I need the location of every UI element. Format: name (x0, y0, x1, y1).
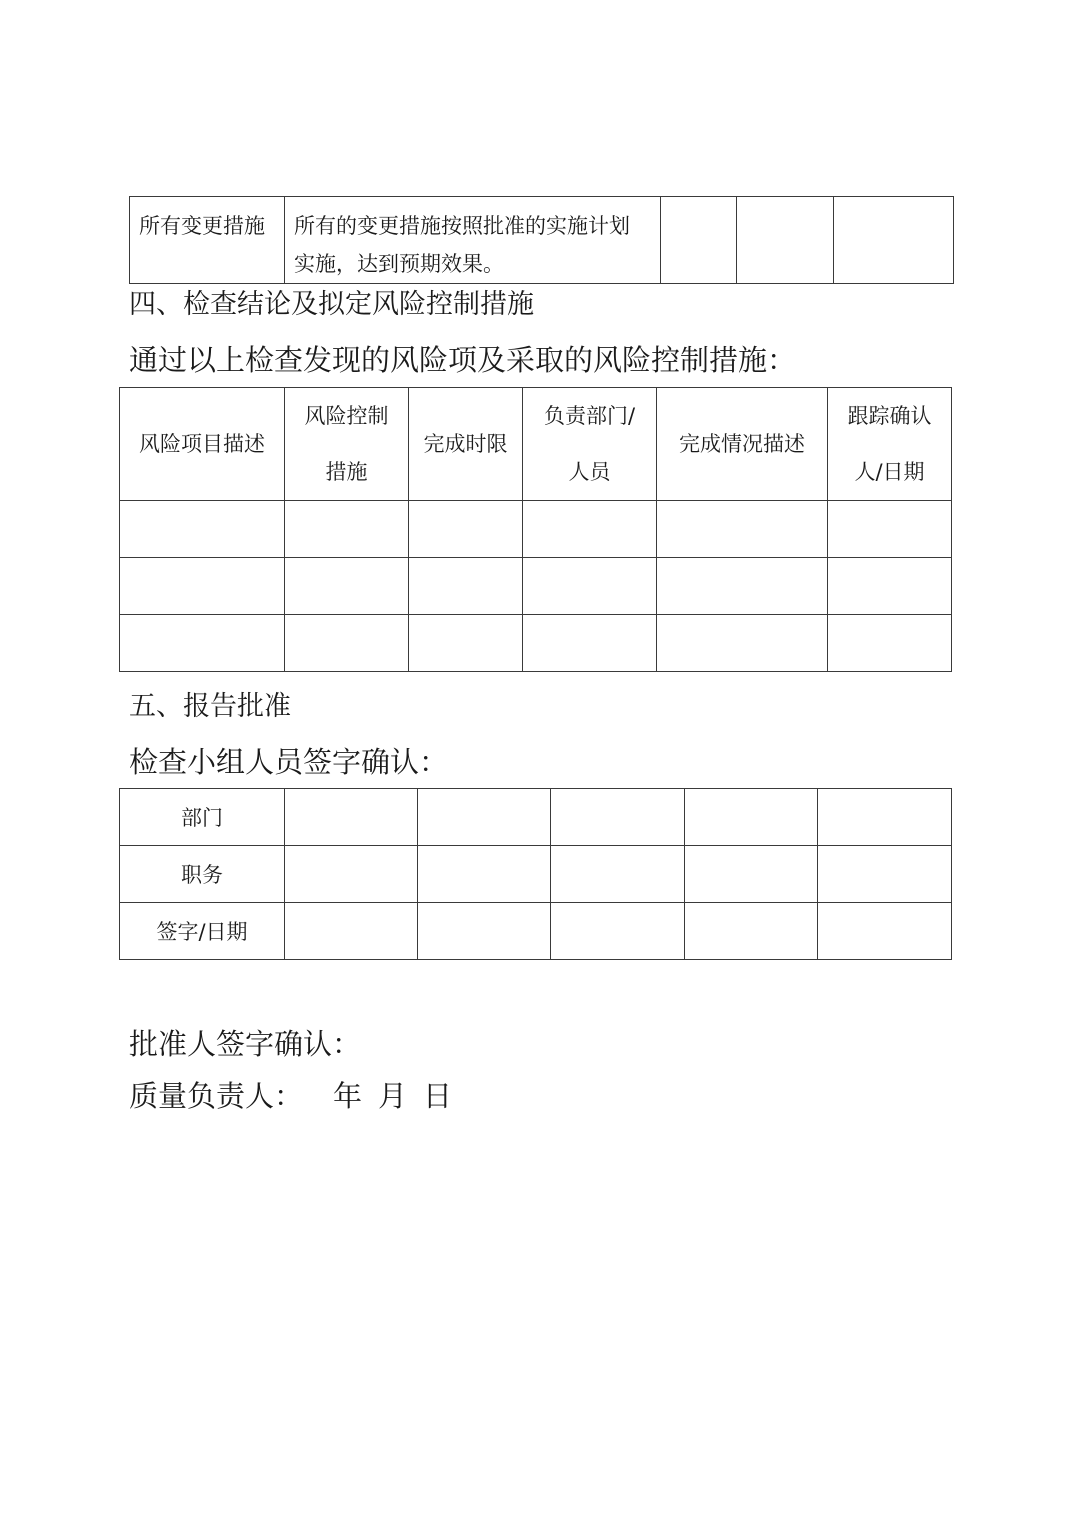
day-label: 日 (423, 1079, 453, 1113)
empty-cell (409, 558, 523, 615)
table-row (120, 846, 952, 903)
signature-cell (685, 789, 818, 846)
empty-cell (657, 501, 828, 558)
change-measures-table (129, 196, 954, 284)
empty-cell (285, 501, 409, 558)
signature-cell (818, 846, 952, 903)
empty-cell (120, 615, 285, 672)
empty-cell (285, 558, 409, 615)
approver-signature-label: 批准人签字确认： (129, 1027, 362, 1061)
empty-cell (285, 615, 409, 672)
change-description-cell (285, 197, 661, 284)
header-responsible: 负责部门/ 人员 (523, 388, 657, 501)
header-tracking-confirm: 跟踪确认 人/日期 (828, 388, 952, 501)
quality-head-line (129, 1074, 452, 1115)
row-label-signature-date: 签字/日期 (120, 903, 285, 960)
empty-cell (409, 615, 523, 672)
section4-heading: 四、检查结论及拟定风险控制措施 (129, 289, 534, 320)
empty-cell (120, 501, 285, 558)
header-risk-description: 风险项目描述 (120, 388, 285, 501)
signature-cell (418, 846, 551, 903)
empty-cell (828, 558, 952, 615)
empty-cell (409, 501, 523, 558)
row-label-department: 部门 (120, 789, 285, 846)
header-control-measures: 风险控制 措施 (285, 388, 409, 501)
month-label: 月 (378, 1079, 408, 1113)
signature-cell (418, 903, 551, 960)
signature-cell (285, 789, 418, 846)
empty-cell (523, 558, 657, 615)
section5-intro: 检查小组人员签字确认： (129, 745, 449, 779)
table-row (130, 197, 954, 284)
signature-cell (818, 903, 952, 960)
empty-cell (657, 615, 828, 672)
change-description-line1: 所有的变更措施按照批准的实施计划 (294, 214, 630, 238)
signature-cell (418, 789, 551, 846)
year-label: 年 (333, 1079, 363, 1113)
section4-intro: 通过以上检查发现的风险项及采取的风险控制措施： (129, 343, 797, 377)
signature-table (119, 788, 952, 960)
signature-cell (685, 846, 818, 903)
empty-cell (523, 615, 657, 672)
table-row (120, 615, 952, 672)
empty-cell (661, 197, 737, 284)
table-row (120, 501, 952, 558)
risk-control-table (119, 387, 952, 672)
header-deadline: 完成时限 (409, 388, 523, 501)
empty-cell (828, 615, 952, 672)
signature-cell (285, 903, 418, 960)
table-row (120, 789, 952, 846)
signature-cell (285, 846, 418, 903)
header-completion-status: 完成情况描述 (657, 388, 828, 501)
table-header-row (120, 388, 952, 501)
section5-heading: 五、报告批准 (129, 691, 291, 722)
empty-cell (828, 501, 952, 558)
table-row (120, 903, 952, 960)
empty-cell (120, 558, 285, 615)
change-item-cell (130, 197, 285, 284)
signature-cell (818, 789, 952, 846)
signature-cell (551, 789, 685, 846)
empty-cell (657, 558, 828, 615)
empty-cell (834, 197, 954, 284)
signature-cell (551, 903, 685, 960)
empty-cell (523, 501, 657, 558)
signature-cell (551, 846, 685, 903)
empty-cell (737, 197, 834, 284)
change-description-line2: 实施，达到预期效果。 (294, 252, 504, 276)
table-row (120, 558, 952, 615)
quality-head-label: 质量负责人： (129, 1079, 304, 1113)
signature-cell (685, 903, 818, 960)
row-label-position: 职务 (120, 846, 285, 903)
change-item-text: 所有变更措施 (139, 214, 265, 238)
